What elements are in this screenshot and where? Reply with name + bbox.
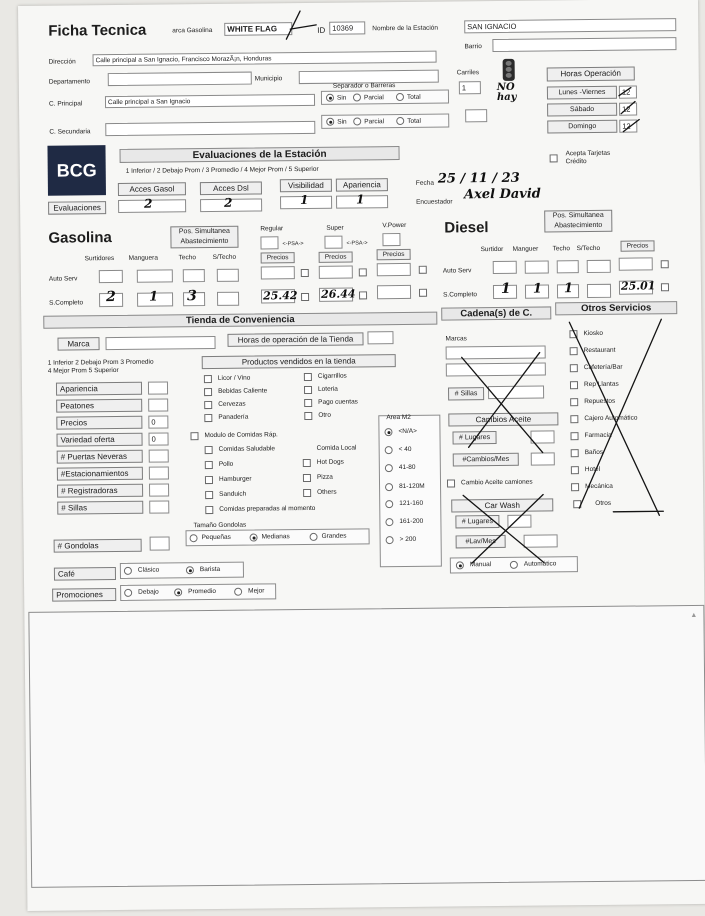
form-title: Ficha Tecnica: [48, 21, 147, 40]
tienda-scale-1: 1 Inferior 2 Debajo Prom 3 Promedio: [47, 358, 154, 367]
diesel-pos-button[interactable]: Pos. Simultanea Abastecimiento: [544, 210, 612, 233]
direccion-label: Dirección: [48, 58, 76, 66]
rating-peatones[interactable]: Peatones: [56, 399, 142, 413]
manual-label: Manual: [469, 561, 492, 569]
acces-dsl-button[interactable]: Acces Dsl: [200, 181, 262, 195]
comida-saludable-label: Comidas Saludable: [218, 445, 276, 453]
gasolina-pos-button[interactable]: Pos. Simultanea Abastecimiento: [170, 226, 238, 249]
tamano-medianas-label: Medianas: [261, 533, 290, 541]
semaforo-note: NO hay: [496, 81, 517, 103]
bcg-logo: BCG: [47, 145, 106, 196]
visibilidad-button[interactable]: Visibilidad: [280, 179, 332, 193]
barrio-label: Barrio: [464, 43, 482, 51]
restaurant-label: Restaurant: [583, 346, 616, 355]
comida-local-label: Comida Local: [316, 444, 357, 452]
psa-2: <-PSA->: [346, 240, 368, 247]
g-col-techo: Techo: [178, 254, 197, 262]
psa-1: <-PSA->: [282, 241, 304, 248]
super-label: Super: [326, 224, 344, 232]
encuestador-value: Axel David: [463, 186, 541, 203]
area-40-label: < 40: [398, 445, 412, 454]
regular-label: Regular: [260, 225, 284, 233]
estacion-label: Nombre de la Estación: [372, 24, 439, 33]
horas-sabado-label: Sábado: [547, 103, 617, 117]
evaluaciones-row-button[interactable]: Evaluaciones: [48, 201, 106, 215]
estacion-input[interactable]: SAN IGNACIO: [464, 18, 676, 33]
rating-precios[interactable]: Precios: [56, 416, 142, 430]
separador2-total-label: Total: [407, 117, 422, 125]
rating-sillas[interactable]: # Sillas: [57, 501, 143, 515]
d-sc-manguer-value: 1: [532, 281, 543, 297]
g-col-stecho: S/Techo: [212, 253, 237, 261]
tienda-scale-2: 4 Mejor Prom 5 Superior: [47, 366, 119, 375]
pago-cuentas-label: Pago cuentas: [318, 398, 358, 406]
kiosko-label: Kiosko: [583, 329, 604, 338]
cadena-title: Cadena(s) de C.: [441, 306, 551, 320]
cafe-button[interactable]: Café: [54, 567, 116, 581]
car-wash-button[interactable]: Car Wash: [451, 498, 553, 512]
promo-mejor-label: Mejor: [248, 587, 265, 595]
d-sc-surtidor-value: 1: [500, 280, 511, 297]
id-input[interactable]: 10369: [329, 21, 365, 34]
municipio-label: Municipio: [254, 75, 283, 83]
horas-domingo-label: Domingo: [547, 120, 617, 134]
horas-operacion-button[interactable]: Horas Operación: [547, 67, 635, 82]
otro-label: Otro: [318, 411, 331, 419]
precios-vpower-button[interactable]: Precios: [377, 249, 411, 260]
repuestos-label: Repuestos: [584, 397, 616, 406]
rating-estacionamientos[interactable]: #Estacionamientos: [57, 467, 143, 481]
evaluaciones-title: Evaluaciones de la Estación: [120, 146, 400, 163]
rating-puertas-neveras[interactable]: # Puertas Neveras: [57, 450, 143, 464]
area-160-label: 121-160: [399, 499, 424, 508]
encuestador-label: Encuestador: [416, 198, 453, 206]
rating-apariencia[interactable]: Apariencia: [56, 382, 142, 396]
mecanica-label: Mecánica: [585, 482, 613, 491]
area-80-label: 41-80: [398, 463, 416, 472]
handwritten-marks: [18, 0, 705, 911]
acces-gasol-button[interactable]: Acces Gasol: [118, 182, 186, 196]
bebidas-label: Bebidas Caliente: [218, 387, 268, 395]
tarjetas-label: Acepta Tarjetas Crédito: [565, 149, 611, 166]
pizza-label: Pizza: [316, 473, 333, 481]
comidas-preparadas-label: Comidas preparadas al momento: [219, 504, 316, 513]
cigarrillos-label: Cigarrillos: [317, 372, 347, 380]
cervezas-label: Cervezas: [218, 400, 246, 408]
banos-label: Baños: [584, 448, 604, 457]
rep-llantas-label: Rep Llantas: [583, 380, 619, 389]
eval-acces-gasol-value: 2: [144, 196, 153, 211]
farmacia-label: Farmacia: [584, 431, 612, 440]
hotel-label: Hotel: [584, 465, 601, 474]
separador1-sin-label: Sin: [336, 94, 347, 102]
cafe-barista-label: Barista: [199, 565, 221, 574]
cambio-camiones-label: Cambio Aceite camiones: [460, 478, 533, 487]
tamano-grandes-label: Grandes: [321, 532, 347, 540]
d-col-techo: Techo: [552, 245, 570, 253]
hamburger-label: Hamburger: [218, 475, 252, 483]
separador1-total-label: Total: [406, 93, 421, 101]
carriles-input[interactable]: 1: [459, 81, 481, 94]
g-sc-surtidores-value: 2: [105, 288, 116, 306]
rating-variedad[interactable]: Variedad oferta: [56, 433, 142, 447]
secundaria-label: C. Secundaria: [49, 128, 91, 136]
principal-input[interactable]: Calle principal a San Ignacio: [105, 94, 315, 108]
productos-vendidos-button[interactable]: Productos vendidos en la tienda: [202, 354, 396, 369]
separador2-sin-label: Sin: [337, 118, 347, 126]
area-120-label: 81-120M: [399, 482, 425, 491]
gasolina-title: Gasolina: [48, 229, 112, 247]
g-sc-precio-regular-value: 25.42: [262, 289, 298, 303]
tienda-horas-button[interactable]: Horas de operación de la Tienda: [227, 332, 363, 346]
otros-title: Otros Servicios: [555, 301, 677, 315]
cajero-label: Cajero Automático: [584, 414, 638, 423]
apariencia-button[interactable]: Apariencia: [336, 178, 388, 192]
horas-lunes-input[interactable]: 12: [619, 86, 637, 99]
horas-lunes-label: Lunes -Viernes: [547, 86, 617, 100]
direccion-input[interactable]: Calle principal a San Ignacio, Francisco MorazÃ¡n, Honduras: [93, 51, 437, 67]
precios-super-button[interactable]: Precios: [319, 252, 353, 263]
eval-apariencia-value: 1: [355, 192, 365, 207]
g-sc-manguera-value: 1: [148, 289, 159, 305]
g-sc-techo-value: 3: [186, 288, 197, 305]
d-col-manguer: Manguer: [512, 245, 539, 253]
cadena-sillas-button[interactable]: # Sillas: [448, 387, 484, 400]
sanduich-label: Sanduich: [219, 490, 247, 498]
evaluaciones-scale: 1 Inferior / 2 Debajo Prom / 3 Promedio / 4 Mejor Prom / 5 Superior: [125, 165, 319, 175]
separador-label: Separador o Barreras: [332, 82, 396, 90]
cambios-mes-button[interactable]: #Cambios/Mes: [453, 453, 519, 467]
tamano-label: Tamaño Gondolas: [193, 521, 247, 530]
hot-dogs-label: Hot Dogs: [316, 458, 344, 466]
scroll-up-icon[interactable]: ▲: [690, 611, 698, 619]
g-s-completo-label: S.Completo: [49, 299, 84, 307]
otros-label: Otros: [595, 499, 612, 507]
g-sc-precio-super-value: 26.44: [320, 287, 356, 301]
vpower-label: V.Power: [382, 221, 407, 230]
carriles-label: Carriles: [456, 69, 480, 77]
cambios-lugares-button[interactable]: # Lugares: [452, 431, 496, 444]
promo-debajo-label: Debajo: [138, 588, 159, 596]
loteria-label: Loteria: [317, 385, 338, 393]
promo-promedio-label: Promedio: [188, 587, 217, 596]
tienda-title: Tienda de Conveniencia: [43, 312, 437, 329]
gondolas-button[interactable]: # Gondolas: [54, 539, 142, 553]
marca-label: arca Gasolina: [172, 26, 213, 35]
g-col-surtidores: Surtidores: [84, 255, 115, 263]
id-label: ID: [317, 25, 326, 35]
d-sc-techo-value: 1: [563, 281, 574, 297]
modulo-label: Modulo de Comidas Ráp.: [204, 431, 278, 440]
horas-sabado-input[interactable]: 12: [619, 103, 637, 116]
marca-input[interactable]: WHITE FLAG: [224, 22, 292, 36]
rating-variedad-input[interactable]: 0: [148, 432, 168, 445]
d-precios-button[interactable]: Precios: [620, 240, 654, 251]
cadena-marcas-label: Marcas: [445, 335, 467, 343]
cafe-clasico-label: Clásico: [137, 566, 160, 574]
rating-registradoras[interactable]: # Registradoras: [57, 484, 143, 498]
fecha-value: 25 / 11 / 23: [437, 170, 520, 187]
panaderia-label: Panadería: [218, 413, 249, 421]
pollo-label: Pollo: [218, 460, 234, 468]
tienda-marca-button[interactable]: Marca: [57, 337, 99, 350]
area-label: Area M2: [386, 413, 411, 422]
d-col-surtidor: Surtidor: [480, 245, 504, 254]
diesel-title: Diesel: [444, 219, 489, 237]
licor-label: Licor / Vino: [217, 374, 251, 382]
eval-acces-dsl-value: 2: [223, 195, 233, 210]
carwash-lugares-button[interactable]: # Lugares: [455, 515, 499, 528]
area-over200-label: > 200: [399, 535, 417, 544]
g-auto-serv-label: Auto Serv: [48, 275, 78, 283]
d-col-stecho: S/Techo: [576, 244, 601, 253]
principal-label: C. Principal: [48, 100, 83, 108]
automatico-label: Automático: [523, 560, 557, 568]
separador1-parcial-label: Parcial: [363, 94, 384, 102]
departamento-label: Departamento: [48, 78, 91, 86]
survey-sheet: [18, 0, 705, 911]
d-s-completo-label: S.Completo: [443, 291, 478, 299]
area-200-label: 161-200: [399, 517, 424, 526]
horas-domingo-input[interactable]: 12: [619, 120, 637, 133]
cafeteria-label: Cafetería/Bar: [583, 363, 623, 372]
lav-mes-button[interactable]: #Lav/Mes: [456, 535, 506, 549]
precios-regular-button[interactable]: Precios: [261, 252, 295, 263]
g-col-manguera: Manguera: [128, 254, 158, 262]
cambios-aceite-button[interactable]: Cambios Aceite: [448, 412, 558, 426]
rating-precios-input[interactable]: 0: [148, 415, 168, 428]
others-label: Others: [317, 488, 337, 496]
fecha-label: Fecha: [415, 179, 434, 187]
separador2-parcial-label: Parcial: [364, 118, 385, 126]
area-na-label: <N/A>: [398, 427, 417, 436]
d-auto-serv-label: Auto Serv: [442, 267, 472, 275]
eval-visibilidad-value: 1: [299, 192, 309, 208]
tamano-pequenas-label: Pequeñas: [201, 533, 231, 542]
promociones-button[interactable]: Promociones: [52, 588, 116, 602]
d-sc-precio-value: 25.01: [620, 279, 656, 293]
